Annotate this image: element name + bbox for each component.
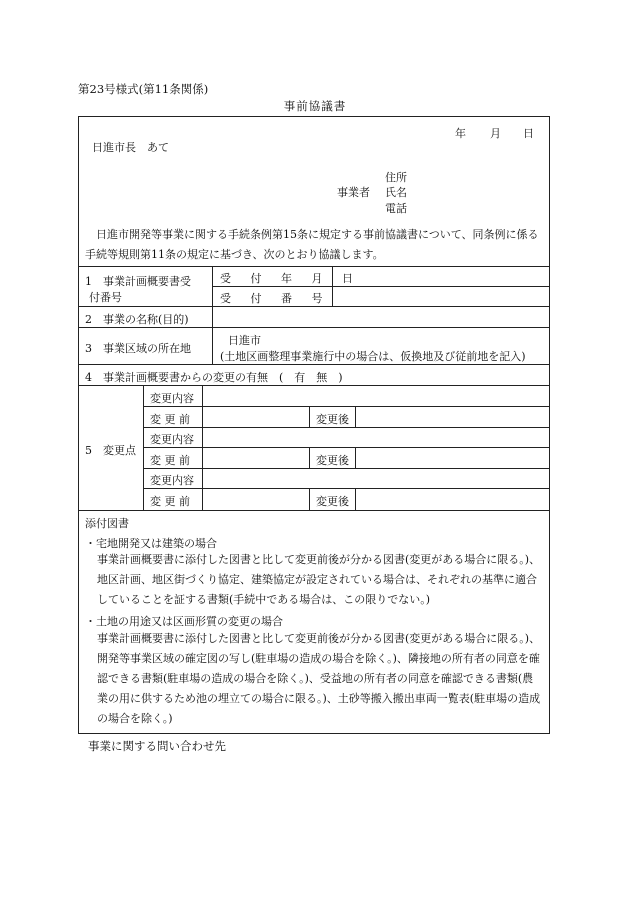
project-location-label: 3 事業区域の所在地	[85, 342, 191, 355]
change-before-label: 変 更 前	[150, 495, 190, 508]
change-after-label: 変更後	[316, 454, 349, 467]
change-content-label: 変更内容	[150, 392, 194, 405]
column-divider	[309, 406, 310, 427]
divider	[143, 488, 549, 489]
column-divider	[143, 385, 144, 510]
divider	[143, 468, 549, 469]
divider	[143, 447, 549, 448]
phone-field-label: 電話	[385, 202, 407, 215]
receipt-date-label: 受 付 年 月 日	[220, 272, 361, 285]
form-frame	[78, 116, 550, 734]
attachments-heading: 添付図書	[85, 517, 129, 530]
divider	[143, 427, 549, 428]
column-divider	[355, 447, 356, 468]
name-field-label: 氏名	[385, 186, 407, 199]
change-before-label: 変 更 前	[150, 413, 190, 426]
change-after-label: 変更後	[316, 413, 349, 426]
change-presence-label: 4 事業計画概要書からの変更の有無 ( 有 無 )	[85, 371, 343, 384]
divider	[79, 327, 549, 328]
divider	[79, 510, 549, 511]
receipt-number-label: 受 付 番 号	[220, 292, 331, 305]
document-title: 事前協議書	[283, 99, 347, 113]
attachments-case1-body: 事業計画概要書に添付した図書と比して変更前後が分かる図書(変更がある場合に限る。)、地区計画、地区街づくり協定、建築協定が設定されている場合は、それぞれの基準に適合していることを証する書類(手続中である場合は、この限りでない。)	[97, 553, 541, 606]
attachments-case1-title: ・宅地開発又は建築の場合	[85, 537, 217, 550]
column-divider	[212, 266, 213, 364]
change-after-label: 変更後	[316, 495, 349, 508]
divider	[79, 306, 549, 307]
column-divider	[355, 406, 356, 427]
project-location-note: (土地区画整理事業施行中の場合は、仮換地及び従前地を記入)	[220, 350, 526, 363]
receipt-number-row-label: 1 事業計画概要書受	[85, 275, 191, 288]
column-divider	[309, 488, 310, 510]
divider	[79, 266, 549, 267]
change-content-label: 変更内容	[150, 474, 194, 487]
project-location-city: 日進市	[228, 334, 261, 347]
date-year-label: 年	[455, 127, 466, 140]
project-name-label: 2 事業の名称(目的)	[85, 313, 189, 326]
form-number: 第23号様式(第11条関係)	[78, 82, 209, 96]
date-month-label: 月	[490, 127, 501, 140]
receipt-number-row-label-cont: 付番号	[89, 291, 122, 304]
addressee: 日進市長 あて	[92, 141, 169, 154]
date-day-label: 日	[523, 127, 534, 140]
change-before-label: 変 更 前	[150, 454, 190, 467]
attachments-case2-title: ・土地の用途又は区画形質の変更の場合	[85, 615, 283, 628]
applicant-label: 事業者	[337, 186, 370, 199]
column-divider	[309, 447, 310, 468]
change-points-label: 5 変更点	[85, 444, 136, 457]
contact-label: 事業に関する問い合わせ先	[88, 739, 226, 753]
divider	[212, 286, 549, 287]
column-divider	[355, 488, 356, 510]
address-field-label: 住所	[385, 171, 407, 184]
divider	[79, 385, 549, 386]
column-divider	[202, 385, 203, 510]
attachments-case2-body: 事業計画概要書に添付した図書と比して変更前後が分かる図書(変更がある場合に限る。)、開発等事業区域の確定図の写し(駐車場の造成の場合を除く。)、隣接地の所有者の同意を確認できる書類(駐車場の造成の場合を除く。)、受益地の所有者の同意を確認できる書類(農業の用に供するため池の埋立ての場合に限る。)、土砂等搬入搬出車両一覧表(駐車場の造成の場合を除く。)	[97, 632, 541, 725]
divider	[79, 364, 549, 365]
change-content-label: 変更内容	[150, 433, 194, 446]
statement-text: 日進市開発等事業に関する手続条例第15条に規定する事前協議書について、同条例に係る手続等規則第11条の規定に基づき、次のとおり協議します。	[85, 228, 539, 261]
divider	[143, 406, 549, 407]
